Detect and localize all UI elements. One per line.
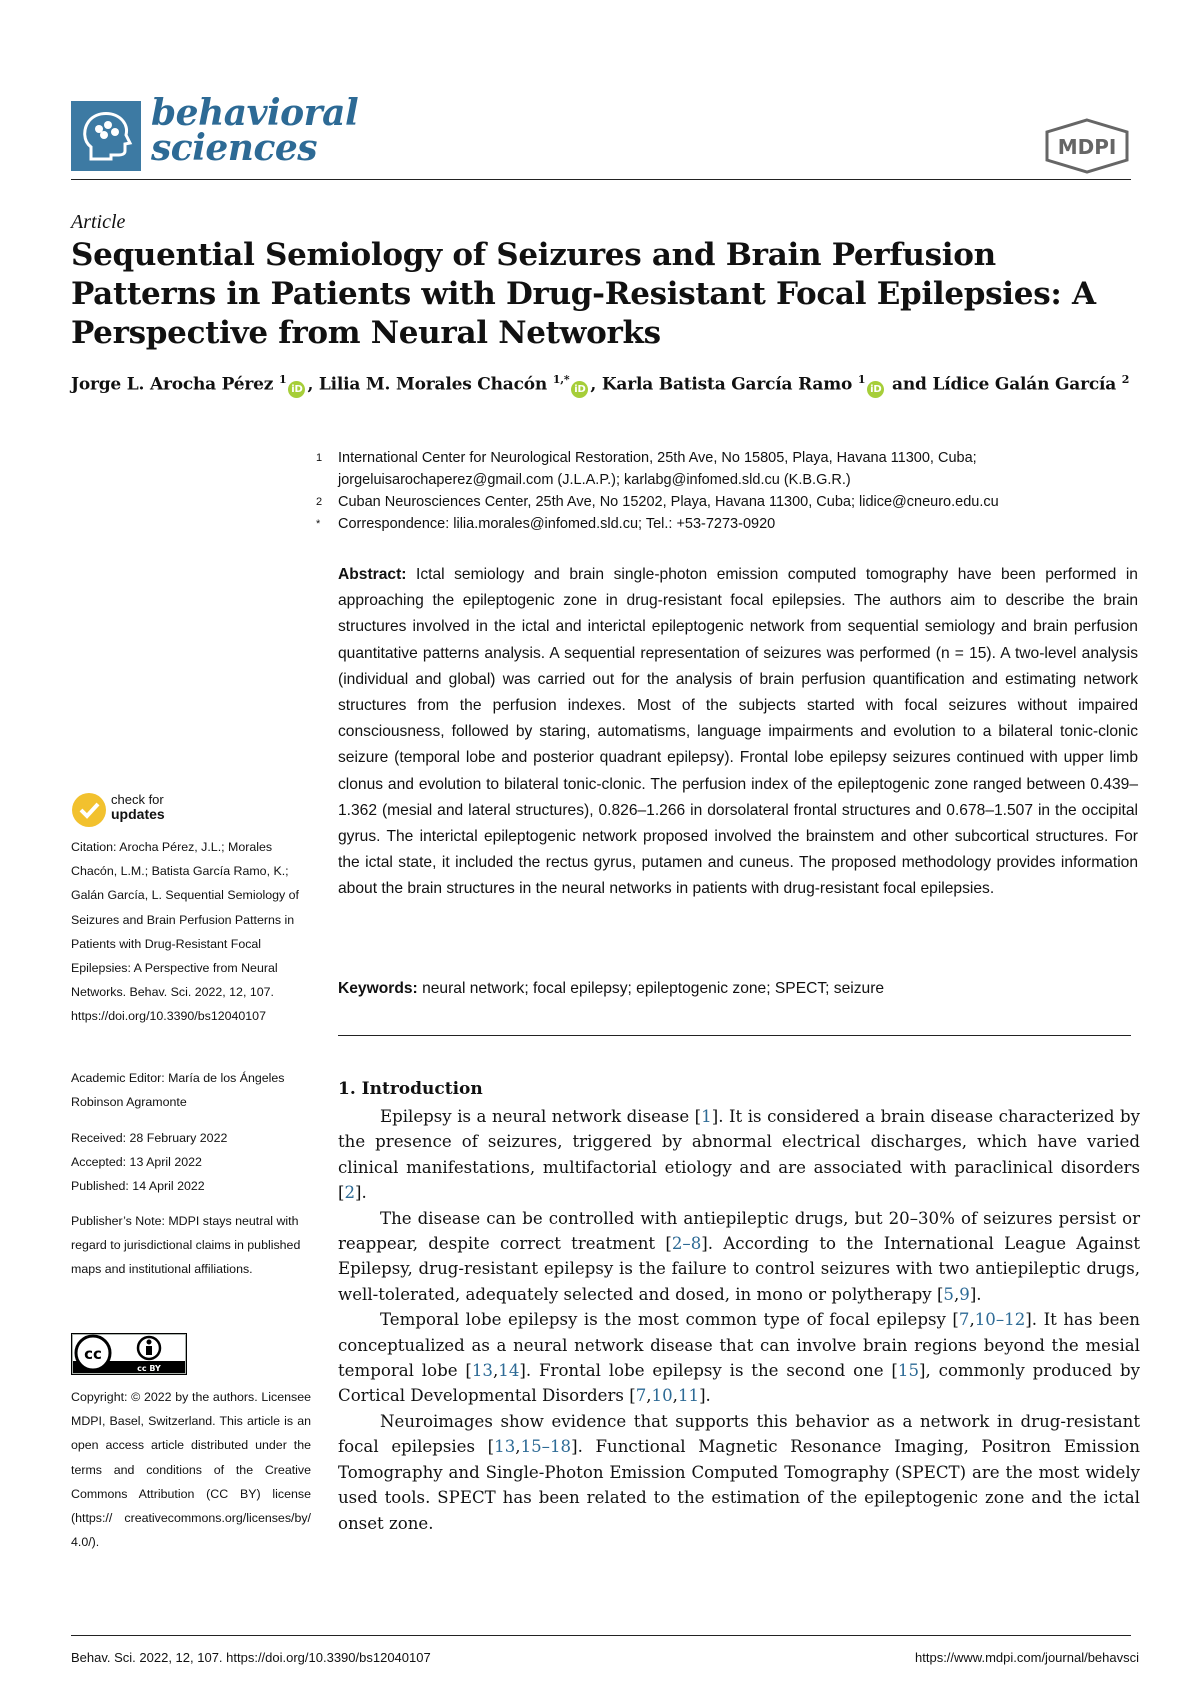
- author-name: Jorge L. Arocha Pérez: [71, 374, 274, 395]
- paragraph-text: Epilepsy is a neural network disease [: [380, 1107, 702, 1126]
- head-silhouette-icon: [71, 101, 141, 171]
- body-paragraph: [338, 1206, 1140, 1308]
- paragraph-text: ,: [493, 1361, 499, 1381]
- footer-rule: [71, 1635, 1131, 1636]
- citation: Citation: Arocha Pérez, J.L.; Morales Chacón, L.M.; Batista García Ramo, K.; Galán García, L. Sequential Semiology of Seizures and Brain Perfusion Patterns in Patients with Drug-Resistant Focal Epilepsies: A Perspective from Neural Networks. Behav. Sci. 2022, 12, 107. https://doi.org/10.3390/bs12040107: [71, 840, 299, 1024]
- paragraph-text: ].: [969, 1284, 982, 1304]
- paragraph-text: ]. It is considered a brain disease characterized by the presence of seizures, triggered by abnormal electrical discharges, which have varied clinical manifestations, multifactorial etiology and are associated with paraclinical disorders [: [338, 1107, 1140, 1203]
- received-date: Received: 28 February 2022: [71, 1131, 228, 1145]
- paragraph-text: ,: [515, 1437, 521, 1457]
- reference-link[interactable]: 10–12: [974, 1310, 1026, 1330]
- reference-link[interactable]: 11: [677, 1386, 700, 1406]
- abstract: [338, 562, 1138, 903]
- journal-name: [151, 92, 359, 169]
- orcid-icon[interactable]: iD: [288, 381, 305, 398]
- affiliation-item: [316, 447, 1138, 491]
- author-name: Karla Batista García Ramo: [601, 374, 853, 395]
- paragraph-text: ,: [646, 1386, 652, 1406]
- reference-link[interactable]: 7: [958, 1310, 970, 1330]
- article-type: Article: [71, 211, 126, 233]
- paragraph-text: ,: [953, 1284, 960, 1304]
- paragraph-text: The disease can be controlled with antiepileptic drugs, but 20–30% of seizures persist or reappear, despite correct treatment [: [338, 1208, 1140, 1254]
- reference-link[interactable]: 5: [943, 1284, 954, 1304]
- body-paragraph: [338, 1409, 1140, 1536]
- author-name: Lilia M. Morales Chacón: [318, 374, 548, 395]
- paragraph-text: ,: [672, 1386, 678, 1406]
- check-label-line1: check for: [111, 792, 164, 807]
- article-title: Sequential Semiology of Seizures and Brain Perfusion Patterns in Patients with Drug-Resistant Focal Epilepsies: A Perspective from Neural Networks: [71, 237, 1096, 351]
- affiliation-text: Correspondence: lilia.morales@infomed.sld.cu; Tel.: +53-7273-0920: [338, 516, 776, 532]
- affiliation-number: *: [316, 518, 321, 530]
- journal-name-line1: behavioral: [151, 92, 359, 134]
- header-rule: [71, 179, 1131, 180]
- reference-link[interactable]: 9: [959, 1284, 970, 1304]
- paragraph-text: ,: [969, 1310, 975, 1330]
- author-sup: 1,*: [552, 373, 570, 386]
- author-list: Jorge L. Arocha Pérez $^1$iD , Lilia M. Morales Chacón $^{1,*}$iD , Karla Batista García Ramo $^1$iD and Lídice Galán García $^2$: [71, 373, 1151, 398]
- keywords-text: neural network; focal epilepsy; epileptogenic zone; SPECT; seizure: [422, 980, 885, 997]
- author-name: Lídice Galán García: [932, 374, 1117, 395]
- reference-link[interactable]: 1: [701, 1107, 712, 1126]
- reference-link[interactable]: 13: [494, 1437, 516, 1457]
- reference-link[interactable]: 7: [635, 1386, 647, 1406]
- paragraph-text: ]. Frontal lobe epilepsy is the second one [: [519, 1361, 898, 1381]
- cc-by-license-badge[interactable]: [71, 1333, 187, 1375]
- copyright: Copyright: © 2022 by the authors. Licensee MDPI, Basel, Switzerland. This article is an open access article distributed under the terms and conditions of the Creative Commons Attribution (CC BY) license (https:// creativecommons.org/licenses/by/ 4.0/).: [71, 1390, 311, 1550]
- abstract-label: Abstract:: [338, 566, 407, 583]
- paragraph-text: ].: [699, 1386, 711, 1406]
- paragraph-text: ]. It has been conceptualized as a neural network disease that can involve brain regions beyond the mesial temporal lobe [: [338, 1310, 1140, 1381]
- reference-link[interactable]: 15: [897, 1361, 920, 1381]
- paragraph-text: Temporal lobe epilepsy is the most common type of focal epilepsy [: [380, 1310, 959, 1330]
- affiliation-number: 2: [316, 496, 323, 508]
- check-label-line2: updates: [111, 806, 165, 822]
- accepted-date: Accepted: 13 April 2022: [71, 1155, 202, 1169]
- academic-editor: Academic Editor: María de los Ángeles Robinson Agramonte: [71, 1071, 285, 1110]
- svg-text:cc: cc: [84, 1345, 102, 1363]
- license-badge-text: cc BY: [137, 1364, 161, 1373]
- affiliation-number: 1: [316, 452, 323, 464]
- reference-link[interactable]: 10: [651, 1386, 673, 1406]
- body-paragraph: [338, 1104, 1140, 1206]
- reference-link[interactable]: 13: [471, 1361, 493, 1381]
- published-date: Published: 14 April 2022: [71, 1179, 205, 1193]
- author-sup: 2: [1121, 373, 1130, 386]
- reference-link[interactable]: 15–18: [520, 1437, 572, 1457]
- keywords-label: Keywords:: [338, 980, 418, 997]
- affiliation-item: [316, 491, 1138, 513]
- mdpi-logo-text: MDPI: [1057, 135, 1117, 159]
- dates: [71, 1126, 311, 1198]
- abstract-rule: [338, 1035, 1131, 1036]
- orcid-icon[interactable]: iD: [867, 381, 884, 398]
- affiliation-text: International Center for Neurological Restoration, 25th Ave, No 15805, Playa, Havana 11300, Cuba; jorgeluisarochaperez@gmail.com (J.L.A.P.); karlabg@infomed.sld.cu (K.B.G.R.): [338, 450, 977, 488]
- paragraph-text: ]. Functional Magnetic Resonance Imaging, Positron Emission Tomography and Single-Photon Emission Computed Tomography (SPECT) are the most widely used tools. SPECT has been related to the estimation of the epileptogenic zone and the ictal onset zone.: [338, 1437, 1140, 1533]
- check-for-updates-badge[interactable]: [71, 790, 211, 830]
- affiliation-text: Cuban Neurosciences Center, 25th Ave, No 15202, Playa, Havana 11300, Cuba; lidice@cneuro.edu.cu: [338, 494, 999, 510]
- footer-journal-url[interactable]: https://www.mdpi.com/journal/behavsci: [915, 1650, 1139, 1665]
- author-sup: 1: [278, 373, 287, 386]
- body-text: [338, 1104, 1140, 1536]
- mdpi-logo: [1043, 118, 1131, 174]
- paragraph-text: ], commonly produced by Cortical Developmental Disorders [: [338, 1361, 1141, 1406]
- footer-citation: Behav. Sci. 2022, 12, 107. https://doi.org/10.3390/bs12040107: [71, 1650, 431, 1665]
- reference-link[interactable]: 2–8: [671, 1234, 702, 1254]
- body-paragraph: [338, 1307, 1140, 1409]
- check-icon: [71, 792, 107, 828]
- publisher-note: Publisher’s Note: MDPI stays neutral with regard to jurisdictional claims in published maps and institutional affiliations.: [71, 1214, 301, 1277]
- affiliation-item: [316, 513, 1138, 535]
- author-sup: 1: [857, 373, 866, 386]
- reference-link[interactable]: 2: [344, 1183, 356, 1203]
- journal-logo: [71, 101, 141, 171]
- abstract-text: Ictal semiology and brain single-photon emission computed tomography have been performed in approaching the epileptogenic zone in drug-resistant focal epilepsies. The authors aim to describe the brain structures involved in the ictal and interictal epileptogenic network from sequential semiology and brain perfusion quantitative patterns analysis. A sequential representation of seizures was performed (n = 15). A two-level analysis (individual and global) was carried out for the analysis of brain perfusion quantification and estimating network structures from the perfusion indexes. Most of the subjects started with focal seizures without impaired consciousness, followed by staring, automatisms, language impairments and evolution to a bilateral tonic-clonic seizure (temporal lobe and posterior quadrant epilepsy). Frontal lobe epilepsy seizures continued with upper limb clonus and evolution to bilateral tonic-clonic. The perfusion index of the epileptogenic zone ranged between 0.439–1.362 (mesial and lateral structures), 0.826–1.266 in dorsolateral frontal structures and 0.678–1.507 in the occipital gyrus. The interictal epileptogenic network proposed involved the brainstem and other subcortical structures. For the ictal state, it included the rectus gyrus, putamen and cuneus. The proposed methodology provides information about the brain structures in the neural networks in patients with drug-resistant focal epilepsies.: [338, 566, 1138, 898]
- orcid-icon[interactable]: iD: [571, 381, 588, 398]
- paragraph-text: Neuroimages show evidence that supports this behavior as a network in drug-resistant focal epilepsies [: [338, 1411, 1140, 1457]
- journal-name-line2: sciences: [151, 127, 318, 169]
- keywords: [338, 980, 1138, 998]
- section-heading: 1. Introduction: [338, 1079, 483, 1099]
- reference-link[interactable]: 14: [498, 1361, 520, 1381]
- paragraph-text: ]. According to the International League Against Epilepsy, drug-resistant epilepsy is the failure to control seizures with two antiepileptic drugs, well-tolerated, adequately selected and dosed, in mono or polytherapy [: [338, 1234, 1140, 1304]
- paragraph-text: ].: [355, 1183, 367, 1203]
